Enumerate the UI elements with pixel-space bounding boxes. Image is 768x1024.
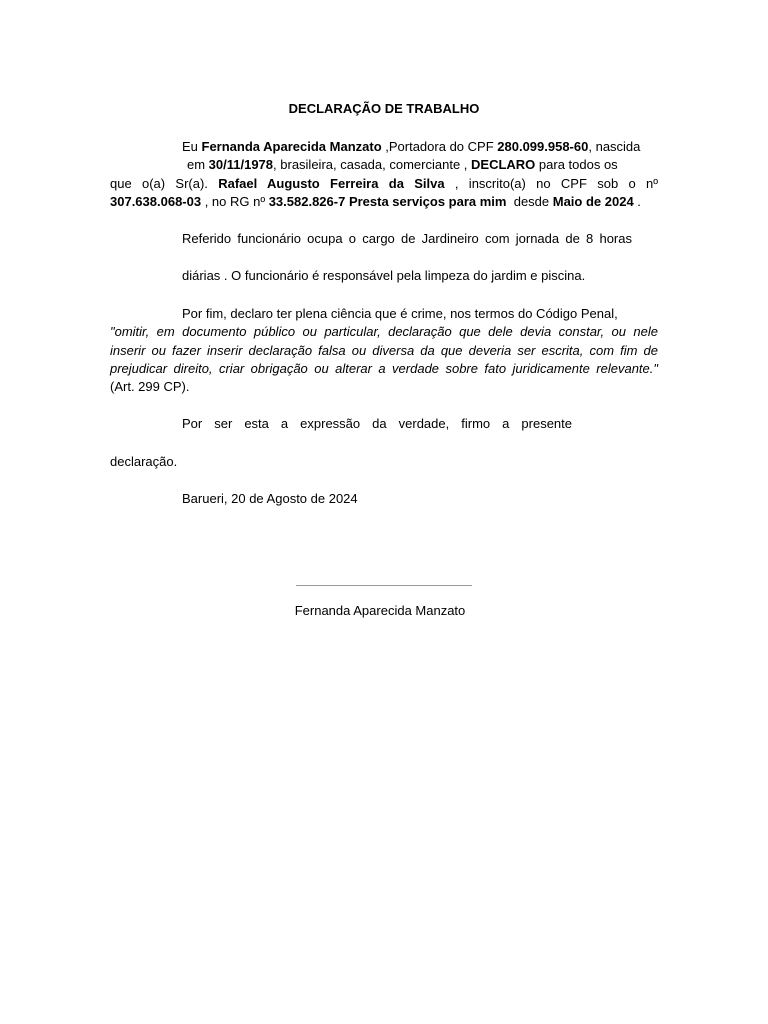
paragraph-3-line-2: "omitir, em documento público ou particular, declaração que dele devia constar, ou nele bbox=[110, 324, 658, 339]
service-statement: Presta serviços para mim bbox=[345, 194, 507, 209]
paragraph-1-line-2: em 30/11/1978, brasileira, casada, comerciante , DECLARO para todos os bbox=[187, 157, 618, 172]
paragraph-2-line-1: Referido funcionário ocupa o cargo de Jardineiro com jornada de 8 horas bbox=[182, 231, 632, 246]
place-date: Barueri, 20 de Agosto de 2024 bbox=[182, 491, 358, 506]
paragraph-1-line-3: que o(a) Sr(a). Rafael Augusto Ferreira da Silva , inscrito(a) no CPF sob o nº bbox=[110, 176, 658, 191]
declarant-name: Fernanda Aparecida Manzato bbox=[201, 139, 382, 154]
paragraph-2-line-2: diárias . O funcionário é responsável pela limpeza do jardim e piscina. bbox=[182, 268, 586, 283]
document-title: DECLARAÇÃO DE TRABALHO bbox=[288, 101, 480, 116]
paragraph-4-line-1: Por ser esta a expressão da verdade, firmo a presente bbox=[182, 416, 572, 431]
declaro-keyword: DECLARO bbox=[471, 157, 536, 172]
declarant-cpf: 280.099.958-60 bbox=[497, 139, 589, 154]
signature-name: Fernanda Aparecida Manzato bbox=[294, 603, 466, 618]
paragraph-1-line-4: 307.638.068-03 , no RG nº 33.582.826-7 Presta serviços para mim desde Maio de 2024 . bbox=[110, 194, 641, 209]
start-date: Maio de 2024 bbox=[552, 194, 634, 209]
signature-line bbox=[296, 585, 472, 586]
paragraph-4-line-2: declaração. bbox=[110, 454, 178, 469]
paragraph-3-line-5: (Art. 299 CP). bbox=[110, 379, 190, 394]
birth-date: 30/11/1978 bbox=[208, 157, 274, 172]
employee-cpf: 307.638.068-03 bbox=[110, 194, 202, 209]
paragraph-3-line-4: prejudicar direito, criar obrigação ou alterar a verdade sobre fato juridicamente relevante." bbox=[110, 361, 658, 376]
employee-rg: 33.582.826-7 bbox=[268, 194, 346, 209]
paragraph-3-line-3: inserir ou fazer inserir declaração falsa ou diversa da que deveria ser escrita, com fim de bbox=[110, 343, 658, 358]
paragraph-3-line-1: Por fim, declaro ter plena ciência que é crime, nos termos do Código Penal, bbox=[182, 306, 618, 321]
employee-name: Rafael Augusto Ferreira da Silva bbox=[218, 176, 445, 191]
paragraph-1-line-1: Eu Fernanda Aparecida Manzato ,Portadora do CPF 280.099.958-60, nascida bbox=[182, 139, 641, 154]
